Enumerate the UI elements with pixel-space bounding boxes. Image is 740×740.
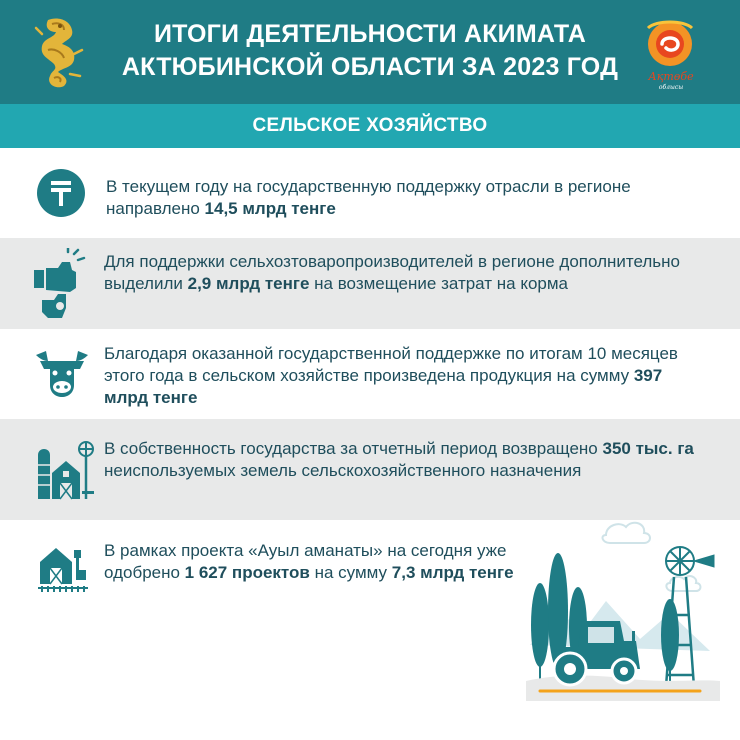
info-text-5: В рамках проекта «Ауыл аманаты» на сегодня уже одобрено 1 627 проектов на сумму 7,3 млрд тенге (104, 541, 514, 582)
info-text-4: В собственность государства за отчетный период возвращено 350 тыс. га неиспользуемых земель сельскохозяйственного назначения (104, 439, 694, 480)
title-line-2: АКТЮБИНСКОЙ ОБЛАСТИ ЗА 2023 ГОД (121, 53, 619, 81)
tractor-farm-illustration (520, 515, 725, 715)
info-row-2 (0, 238, 740, 329)
village-icon (36, 540, 90, 594)
highlight-value: 14,5 млрд тенге (204, 199, 336, 218)
info-row-4 (0, 419, 740, 520)
highlight-value: 397 млрд тенге (104, 366, 663, 407)
support-hand-icon (32, 248, 88, 320)
tenge-icon (36, 168, 86, 218)
section-title: СЕЛЬСКОЕ ХОЗЯЙСТВО (0, 104, 740, 148)
info-text-2: Для поддержки сельхозтоваропроизводителей в регионе дополнительно выделили 2,9 млрд тенге на возмещение затрат на корма (104, 252, 680, 293)
highlight-value: 2,9 млрд тенге (187, 274, 310, 293)
info-row-1 (0, 148, 740, 238)
cloud-shape-2 (666, 576, 700, 591)
logo-subtext: облысы (658, 84, 684, 91)
highlight-value-2: 7,3 млрд тенге (391, 563, 514, 582)
highlight-value: 350 тыс. га (602, 439, 694, 458)
cow-icon (34, 347, 90, 399)
aktobe-logo-icon (636, 18, 706, 72)
info-text-3: Благодаря оказанной государственной поддержке по итогам 10 месяцев этого года в сельском хозяйстве произведена продукция на сумму 397 млрд тенге (104, 344, 678, 407)
info-row-3 (0, 329, 740, 419)
logo-text: Ақтөбе (648, 70, 694, 83)
header-banner (0, 0, 740, 104)
aktobe-region-logo (636, 18, 706, 96)
cloud-shape (603, 523, 650, 543)
golden-leopard-emblem-icon (34, 14, 86, 90)
info-text-1: В текущем году на государственную поддержку отрасли в регионе направлено 14,5 млрд тенге (106, 177, 631, 218)
page-title (110, 18, 630, 84)
highlight-value: 1 627 проектов (184, 563, 310, 582)
title-line-1: ИТОГИ ДЕЯТЕЛЬНОСТИ АКИМАТА (153, 20, 587, 48)
farm-icon (34, 439, 96, 501)
